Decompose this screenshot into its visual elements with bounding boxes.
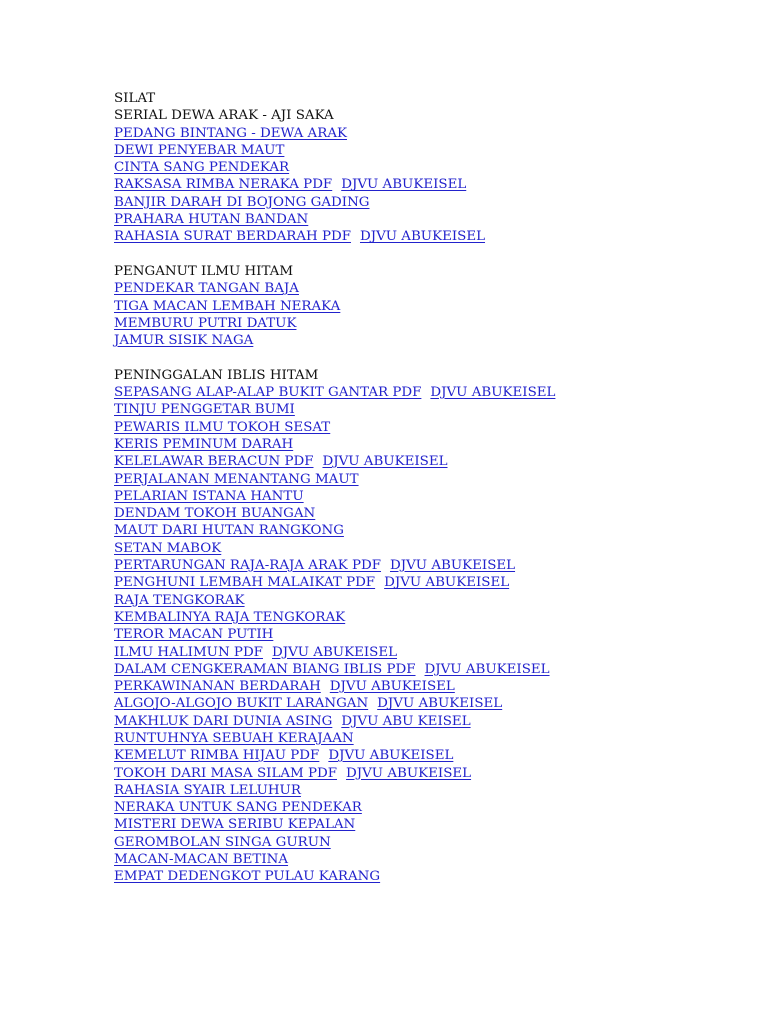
list-item bbox=[114, 436, 734, 453]
list-item bbox=[114, 522, 734, 539]
djvu-link[interactable]: DJVU ABUKEISEL bbox=[377, 696, 503, 712]
list-item bbox=[114, 332, 734, 349]
section-2 bbox=[114, 263, 734, 349]
list-item bbox=[114, 280, 734, 297]
list-item bbox=[114, 159, 734, 176]
djvu-link[interactable]: DJVU ABUKEISEL bbox=[341, 177, 467, 193]
list-item bbox=[114, 401, 734, 418]
list-item bbox=[114, 540, 734, 557]
list-item bbox=[114, 799, 734, 816]
title-link[interactable]: JAMUR SISIK NAGA bbox=[114, 333, 254, 349]
title-link[interactable]: TIGA MACAN LEMBAH NERAKA bbox=[114, 298, 341, 314]
section-heading: PENINGGALAN IBLIS HITAM bbox=[114, 367, 319, 383]
title-link[interactable]: SEPASANG ALAP-ALAP BUKIT GANTAR PDF bbox=[114, 385, 422, 401]
section-3 bbox=[114, 367, 734, 886]
list-item bbox=[114, 471, 734, 488]
title-link[interactable]: BANJIR DARAH DI BOJONG GADING bbox=[114, 194, 370, 210]
list-item bbox=[114, 228, 734, 245]
section-heading: SILAT bbox=[114, 91, 156, 106]
title-link[interactable]: TINJU PENGGETAR BUMI bbox=[114, 402, 295, 418]
list-item bbox=[114, 782, 734, 799]
djvu-link[interactable]: DJVU ABUKEISEL bbox=[322, 454, 448, 470]
list-item bbox=[114, 661, 734, 678]
title-link[interactable]: RAJA TENGKORAK bbox=[114, 592, 245, 608]
title-link[interactable]: KELELAWAR BERACUN PDF bbox=[114, 454, 314, 470]
djvu-link[interactable]: DJVU ABUKEISEL bbox=[390, 558, 516, 574]
document-body bbox=[114, 90, 734, 886]
section-spacer bbox=[114, 349, 734, 366]
section-1 bbox=[114, 90, 734, 246]
list-item bbox=[114, 816, 734, 833]
title-link[interactable]: RUNTUHNYA SEBUAH KERAJAAN bbox=[114, 730, 354, 746]
title-link[interactable]: ALGOJO-ALGOJO BUKIT LARANGAN bbox=[114, 696, 369, 712]
section-spacer bbox=[114, 246, 734, 263]
title-link[interactable]: KEMBALINYA RAJA TENGKORAK bbox=[114, 609, 346, 625]
list-item bbox=[114, 315, 734, 332]
list-item bbox=[114, 557, 734, 574]
title-link[interactable]: DENDAM TOKOH BUANGAN bbox=[114, 506, 316, 522]
title-link[interactable]: MEMBURU PUTRI DATUK bbox=[114, 315, 297, 331]
list-item bbox=[114, 142, 734, 159]
list-item bbox=[114, 834, 734, 851]
title-link[interactable]: NERAKA UNTUK SANG PENDEKAR bbox=[114, 800, 362, 816]
section-heading: PENGANUT ILMU HITAM bbox=[114, 263, 294, 279]
list-item bbox=[114, 384, 734, 401]
list-item bbox=[114, 453, 734, 470]
title-link[interactable]: MAKHLUK DARI DUNIA ASING bbox=[114, 713, 333, 729]
list-item bbox=[114, 505, 734, 522]
djvu-link[interactable]: DJVU ABUKEISEL bbox=[384, 575, 510, 591]
list-item bbox=[114, 592, 734, 609]
section-heading: SERIAL DEWA ARAK - AJI SAKA bbox=[114, 108, 334, 124]
djvu-link[interactable]: DJVU ABUKEISEL bbox=[346, 765, 472, 781]
title-link[interactable]: KEMELUT RIMBA HIJAU PDF bbox=[114, 748, 320, 764]
list-item bbox=[114, 488, 734, 505]
list-item bbox=[114, 298, 734, 315]
title-link[interactable]: TEROR MACAN PUTIH bbox=[114, 627, 274, 643]
title-link[interactable]: MAUT DARI HUTAN RANGKONG bbox=[114, 523, 344, 539]
title-link[interactable]: GEROMBOLAN SINGA GURUN bbox=[114, 834, 331, 850]
list-item bbox=[114, 644, 734, 661]
list-item bbox=[114, 211, 734, 228]
list-item bbox=[114, 574, 734, 591]
djvu-link[interactable]: DJVU ABUKEISEL bbox=[359, 229, 486, 245]
list-item bbox=[114, 695, 734, 712]
title-link[interactable]: RAHASIA SYAIR LELUHUR bbox=[114, 782, 301, 798]
list-item bbox=[114, 851, 734, 868]
title-link[interactable]: KERIS PEMINUM DARAH bbox=[114, 436, 294, 452]
title-link[interactable]: TOKOH DARI MASA SILAM PDF bbox=[114, 765, 338, 781]
title-link[interactable]: PEWARIS ILMU TOKOH SESAT bbox=[114, 419, 331, 435]
djvu-link[interactable]: DJVU ABUKEISEL bbox=[271, 644, 398, 660]
list-item bbox=[114, 747, 734, 764]
djvu-link[interactable]: DJVU ABUKEISEL bbox=[328, 748, 454, 764]
title-link[interactable]: SETAN MABOK bbox=[114, 540, 222, 556]
list-item bbox=[114, 194, 734, 211]
title-link[interactable]: MISTERI DEWA SERIBU KEPALAN bbox=[114, 817, 356, 833]
list-item bbox=[114, 868, 734, 885]
title-link[interactable]: EMPAT DEDENGKOT PULAU KARANG bbox=[114, 869, 381, 885]
title-link[interactable]: DEWI PENYEBAR MAUT bbox=[114, 142, 285, 158]
title-link[interactable]: DALAM CENGKERAMAN BIANG IBLIS PDF bbox=[114, 661, 416, 677]
djvu-link[interactable]: DJVU ABU KEISEL bbox=[341, 713, 471, 729]
djvu-link[interactable]: DJVU ABUKEISEL bbox=[430, 385, 556, 401]
title-link[interactable]: ILMU HALIMUN PDF bbox=[114, 644, 263, 660]
title-link[interactable]: PEDANG BINTANG - DEWA ARAK bbox=[114, 125, 347, 141]
djvu-link[interactable]: DJVU ABUKEISEL bbox=[329, 679, 455, 695]
title-link[interactable]: PERJALANAN MENANTANG MAUT bbox=[114, 471, 359, 487]
title-link[interactable]: PELARIAN ISTANA HANTU bbox=[114, 488, 304, 504]
title-link[interactable]: RAHASIA SURAT BERDARAH PDF bbox=[114, 229, 351, 245]
list-item bbox=[114, 419, 734, 436]
list-item bbox=[114, 678, 734, 695]
title-link[interactable]: CINTA SANG PENDEKAR bbox=[114, 160, 290, 176]
title-link[interactable]: PRAHARA HUTAN BANDAN bbox=[114, 212, 309, 228]
list-item bbox=[114, 765, 734, 782]
title-link[interactable]: RAKSASA RIMBA NERAKA PDF bbox=[114, 177, 333, 193]
list-item bbox=[114, 125, 734, 142]
list-item bbox=[114, 176, 734, 193]
title-link[interactable]: PERKAWINANAN BERDARAH bbox=[114, 679, 321, 695]
title-link[interactable]: PENGHUNI LEMBAH MALAIKAT PDF bbox=[114, 575, 376, 591]
list-item bbox=[114, 626, 734, 643]
list-item bbox=[114, 730, 734, 747]
djvu-link[interactable]: DJVU ABUKEISEL bbox=[424, 661, 550, 677]
list-item bbox=[114, 609, 734, 626]
list-item bbox=[114, 713, 734, 730]
title-link[interactable]: PENDEKAR TANGAN BAJA bbox=[114, 281, 299, 297]
title-link[interactable]: PERTARUNGAN RAJA-RAJA ARAK PDF bbox=[114, 558, 382, 574]
title-link[interactable]: MACAN-MACAN BETINA bbox=[114, 852, 289, 868]
